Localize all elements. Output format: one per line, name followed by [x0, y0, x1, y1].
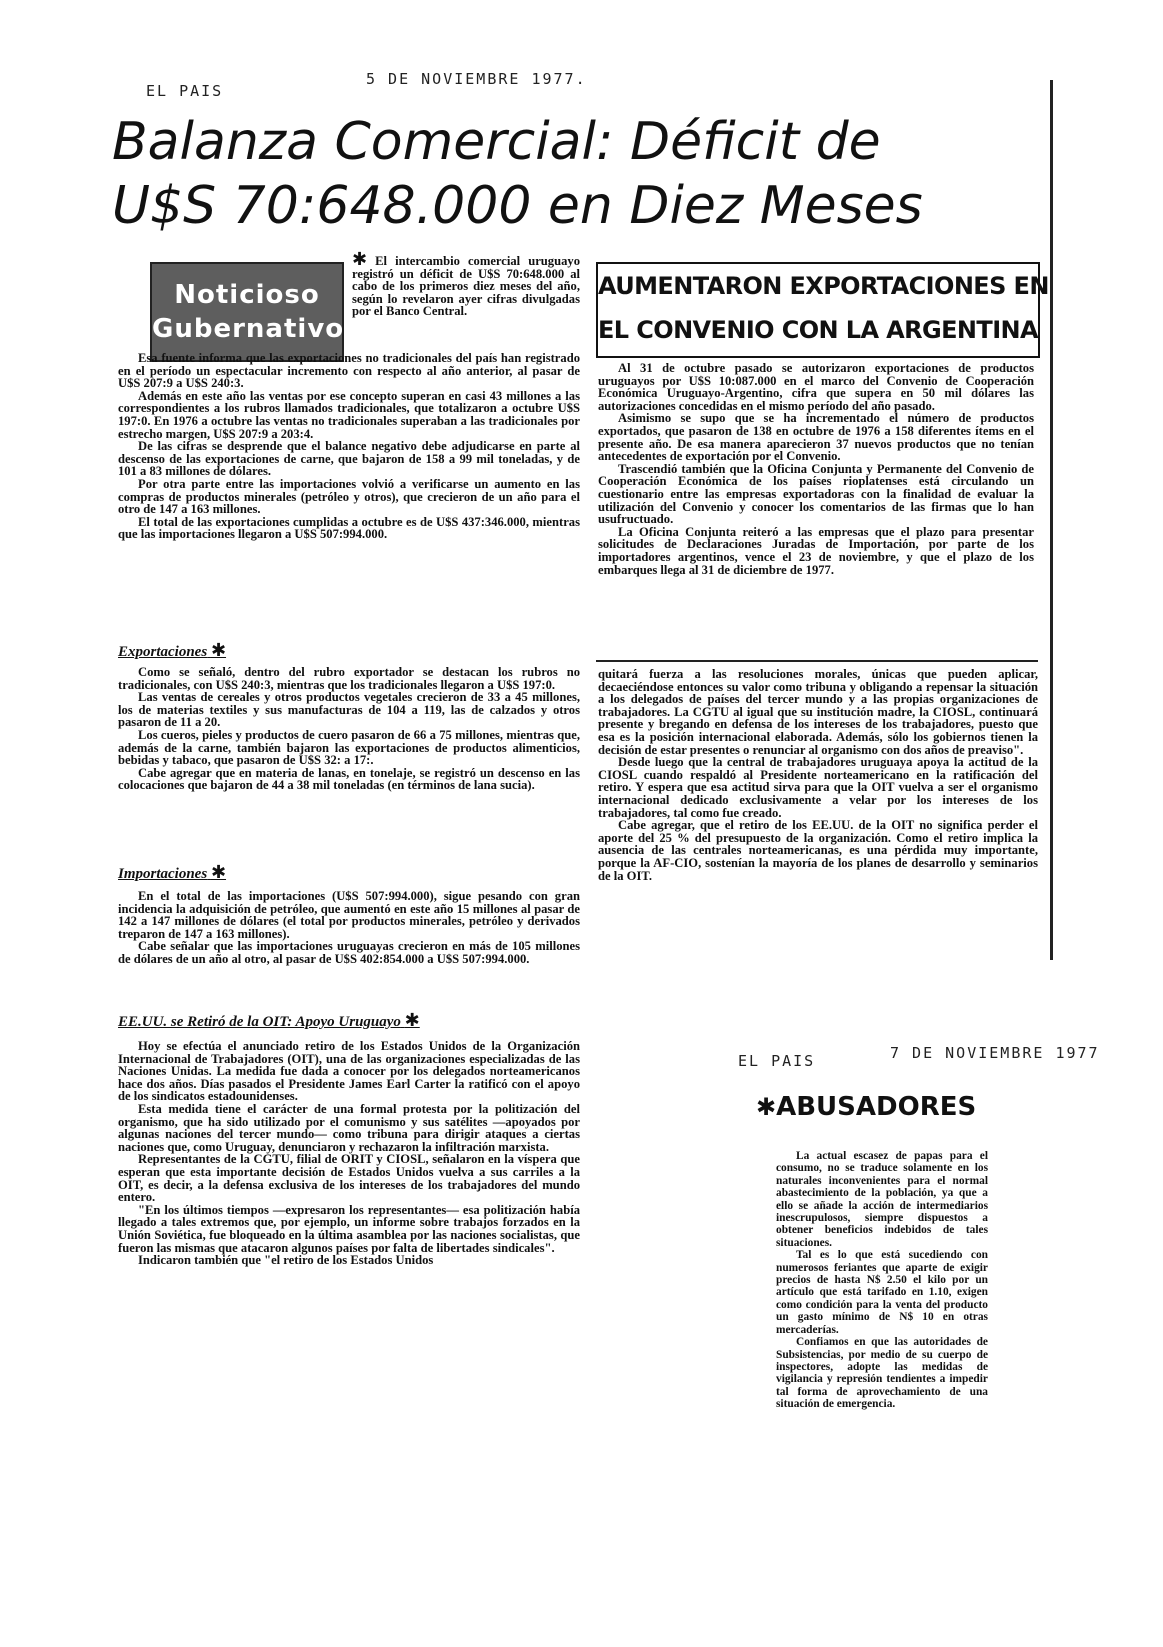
abusadores-body	[776, 1150, 988, 1411]
argentina-paragraph-1: Al 31 de octubre pasado se autorizaron exportaciones de productos uruguayos por U$S 10:087.000 en el marco del Convenio de Cooperación Económica Uruguayo-Argentino, cifra que supera en 50 mil dólares las autorizaciones concedidas en el mismo período del año pasado.	[598, 361, 1034, 413]
intro-paragraph-3: Además en este año las ventas por ese concepto superan en casi 43 millones a las correspondientes a los rubros llamados tradicionales, que totalizaron a octubre U$S 197:0. En 1976 a octubre las ventas no tradicionales superaban a las tradicionales por estrecho margen, U$S 207:9 a 203:4.	[118, 388, 580, 441]
importaciones-body	[118, 890, 580, 966]
exportaciones-paragraph-3: Los cueros, pieles y productos de cuero pasaron de 66 a 75 millones, mientras que, además de la carne, también bajaron las exportaciones de productos alimenticios, bebidas y tabaco, que pasaron de U$S 32: a 17:.	[118, 727, 580, 768]
intro-paragraph-4: De las cifras se desprende que el balance negativo debe adjudicarse en parte al descenso de las exportaciones de carne, que bajaron de 158 a 99 mil toneladas, y de 101 a 83 millones de dólares.	[118, 439, 580, 479]
intro-paragraph-2: Esa fuente informa que las exportaciones no tradicionales del país han registrado en el período un espectacular incremento con respecto al año anterior, al pasar de U$S 207:9 a U$S 240:3.	[118, 351, 580, 391]
abusadores-paragraph-1: La actual escasez de papas para el consumo, no se traduce solamente en los naturales inconvenientes para el normal abastecimiento de la población, ya que a ello se añade la acción de intermediarios inescrupulosos, siempre dispuestos a obtener beneficios indebidos de tales situaciones.	[776, 1150, 988, 1249]
handwritten-paper-name: EL PAIS	[146, 82, 224, 100]
oit-paragraph-3: Representantes de la CGTU, filial de ORIT y CIOSL, señalaron en la víspera que esperan que esta importante decisión de Estados Unidos vuelva a sus carriles a la OIT, es decir, a la defensa exclusiva de los intereses de los trabajadores del mundo entero.	[118, 1152, 580, 1205]
oit-continuation	[598, 668, 1038, 882]
oit-body	[118, 1040, 580, 1267]
page-edge-rule	[1050, 80, 1053, 960]
intro-lead	[352, 249, 580, 319]
oit-paragraph-2: Esta medida tiene el carácter de una formal protesta por la politización del organismo, que ha sido utilizado por el comunismo y sus satélites —apoyados por algunas naciones del tercer mundo— como tribuna para dirigir ataques a ciertas naciones que, como Uruguay, denunciaron y rechazaron la infiltración marxista.	[118, 1101, 580, 1154]
oit-paragraph-4: "En los últimos tiempos —expresaron los representantes— esa politización había llegado a tales extremos que, por ejemplo, un informe sobre trabajos forzados en la Unión Soviética, fue bloqueado en la última asamblea por las naciones socialistas, que fueron las mismas que atacaron algunos países por falta de libertades sindicales".	[118, 1202, 580, 1255]
oit-continuation-paragraph-1: quitará fuerza a las resoluciones morales, únicas que pueden aplicar, decaeciéndose entonces su valor como tribuna y obligando a repensar la situación a los delegados de países del tercer mundo y a las propias organizaciones de trabajadores. La CGTU al igual que su institución madre, la CIOSL, continuará presente y bregando en defensa de los intereses de los trabajadores, puesto que esa es la posición internacional elaborada. Además, sólo los gobiernos tienen la decisión de estar presentes o renunciar al organismo con dos años de preaviso".	[598, 667, 1038, 757]
abusadores-heading	[756, 1092, 976, 1122]
exportaciones-heading	[118, 640, 226, 661]
intro-paragraph-6: El total de las exportaciones cumplidas a octubre es de U$S 437:346.000, mientras que las importaciones llegaron a U$S 507:994.000.	[118, 514, 580, 542]
column-divider	[596, 660, 1038, 662]
asterisk-mark-icon: ✱	[210, 640, 227, 661]
abusadores-heading-text: ABUSADORES	[776, 1092, 977, 1122]
handwritten-paper-name-2: EL PAIS	[738, 1052, 816, 1070]
argentina-paragraph-3: Trascendió también que la Oficina Conjunta y Permanente del Convenio de Cooperación Económica de los países rioplatenses está circulando un cuestionario entre las empresas exportadoras con la finalidad de evaluar la utilización del Convenio y conocer los comentarios de las firmas que lo han usufructuado.	[598, 461, 1034, 527]
intro-body	[118, 352, 580, 541]
exportaciones-paragraph-4: Cabe agregar que en materia de lanas, en tonelaje, se registró un descenso en las colocaciones que bajaron de 44 a 38 mil toneladas (en términos de lana sucia).	[118, 765, 580, 793]
headline	[112, 110, 1048, 250]
argentina-headline-box	[596, 262, 1049, 358]
importaciones-paragraph-2: Cabe señalar que las importaciones uruguayas crecieron en más de 105 millones de dólares de un año al otro, al pasar de U$S 402:854.000 a U$S 507:994.000.	[118, 939, 580, 966]
oit-continuation-paragraph-2: Desde luego que la central de trabajadores uruguaya apoya la actitud de la CIOSL cuando respaldó al Presidente norteamericano en la ratificación del retiro. Y espera que esa actitud sirva para que la OIT vuelva a ser el organismo internacional dedicado exclusivamente a velar por los intereses de los trabajadores, tal como fue creado.	[598, 755, 1038, 820]
argentina-headline-line-2: EL CONVENIO CON LA ARGENTINA	[598, 316, 1038, 344]
noticioso-badge	[150, 262, 344, 362]
headline-line-2: U$S 70:648.000 en Diez Meses	[112, 176, 923, 236]
oit-continuation-paragraph-3: Cabe agregar, que el retiro de los EE.UU. de la OIT no significa perder el aporte del 25 % del presupuesto de la organización. Como el retiro implica la ausencia de las centrales norteamericanas, es una pérdida muy importante, porque la AF-CIO, sostenían la mayoría de los planes de desarrollo y seminarios de la OIT.	[598, 818, 1038, 883]
exportaciones-paragraph-1: Como se señaló, dentro del rubro exportador se destacan los rubros no tradicionales, con U$S 240:3, mientras que los tradicionales llegaron a U$S 197:0.	[118, 665, 580, 692]
handwritten-date-2: 7 DE NOVIEMBRE 1977	[890, 1044, 1100, 1062]
intro-paragraph-1: El intercambio comercial uruguayo registró un déficit de U$S 70:648.000 al cabo de los primeros diez meses del año, según lo revelaron ayer cifras divulgadas por el Banco Central.	[352, 254, 580, 319]
oit-paragraph-1: Hoy se efectúa el anunciado retiro de los Estados Unidos de la Organización Internacional de Trabajadores (OIT), una de las organizaciones especializadas de las Naciones Unidas. La medida fue dada a conocer por los delegados norteamericanos hace dos años. Días pasados el Presidente James Earl Carter la ratificó con el apoyo de los sindicatos estadounidenses.	[118, 1039, 580, 1104]
argentina-body	[598, 362, 1034, 576]
importaciones-heading-text: Importaciones	[118, 866, 208, 882]
asterisk-mark-icon: ✱	[210, 862, 227, 883]
oit-heading	[118, 1010, 420, 1031]
importaciones-heading	[118, 862, 226, 883]
oit-heading-text: EE.UU. se Retiró de la OIT: Apoyo Uruguayo	[118, 1014, 401, 1030]
argentina-headline-line-1: AUMENTARON EXPORTACIONES EN	[598, 272, 1049, 300]
abusadores-paragraph-2: Tal es lo que está sucediendo con numerosos feriantes que aparte de exigir precios de hasta N$ 2.50 el kilo por un artículo que está tarifado en 1.10, exigen como condición para la venta del producto un gasto mínimo de N$ 10 en otras mercaderías.	[776, 1249, 988, 1336]
asterisk-mark-icon: ✱	[404, 1010, 420, 1031]
asterisk-mark-icon: ✱	[756, 1093, 777, 1121]
argentina-paragraph-4: La Oficina Conjunta reiteró a las empresas que el plazo para presentar solicitudes de Declaraciones Juradas de Importación, por parte de los importadores argentinos, vence el 23 de noviembre, y que el plazo de los embarques llega al 31 de diciembre de 1977.	[598, 524, 1034, 577]
badge-line-1: Noticioso	[174, 280, 320, 310]
asterisk-mark-icon: ✱	[352, 249, 368, 270]
handwritten-date: 5 DE NOVIEMBRE 1977.	[366, 70, 587, 88]
oit-paragraph-5: Indicaron también que "el retiro de los Estados Unidos	[138, 1253, 434, 1268]
exportaciones-body	[118, 666, 580, 792]
exportaciones-heading-text: Exportaciones	[118, 644, 208, 660]
importaciones-paragraph-1: En el total de las importaciones (U$S 507:994.000), sigue pesando con gran incidencia la adquisición de petróleo, que aumentó en este año 15 millones al pasar de 142 a 147 millones de dólares (el total por productos minerales, petróleo y derivados treparon de 147 a 163 millones).	[118, 889, 580, 941]
intro-paragraph-5: Por otra parte entre las importaciones volvió a verificarse un aumento en las compras de productos minerales (petróleo y otros), que crecieron de un año para el otro de 147 a 163 millones.	[118, 476, 580, 517]
exportaciones-paragraph-2: Las ventas de cereales y otros productos vegetales crecieron de 33 a 45 millones, los de materias textiles y sus manufacturas de 104 a 119, las de calzados y otros pasaron de 11 a 20.	[118, 690, 580, 730]
argentina-paragraph-2: Asimismo se supo que se ha incrementado el número de productos exportados, que pasaron de 138 en octubre de 1976 a 158 diferentes ítems en el presente año. De esa manera aparecieron 37 nuevos productos que no tenían antecedentes de exportación por el Convenio.	[598, 411, 1034, 464]
badge-line-2: Gubernativo	[152, 314, 345, 344]
headline-line-1: Balanza Comercial: Déficit de	[112, 112, 881, 172]
abusadores-paragraph-3: Confiamos en que las autoridades de Subsistencias, por medio de su cuerpo de inspectores, adopte las medidas de vigilancia y represión tendientes a impedir tal forma de aprovechamiento de una situación de emergencia.	[776, 1336, 988, 1411]
